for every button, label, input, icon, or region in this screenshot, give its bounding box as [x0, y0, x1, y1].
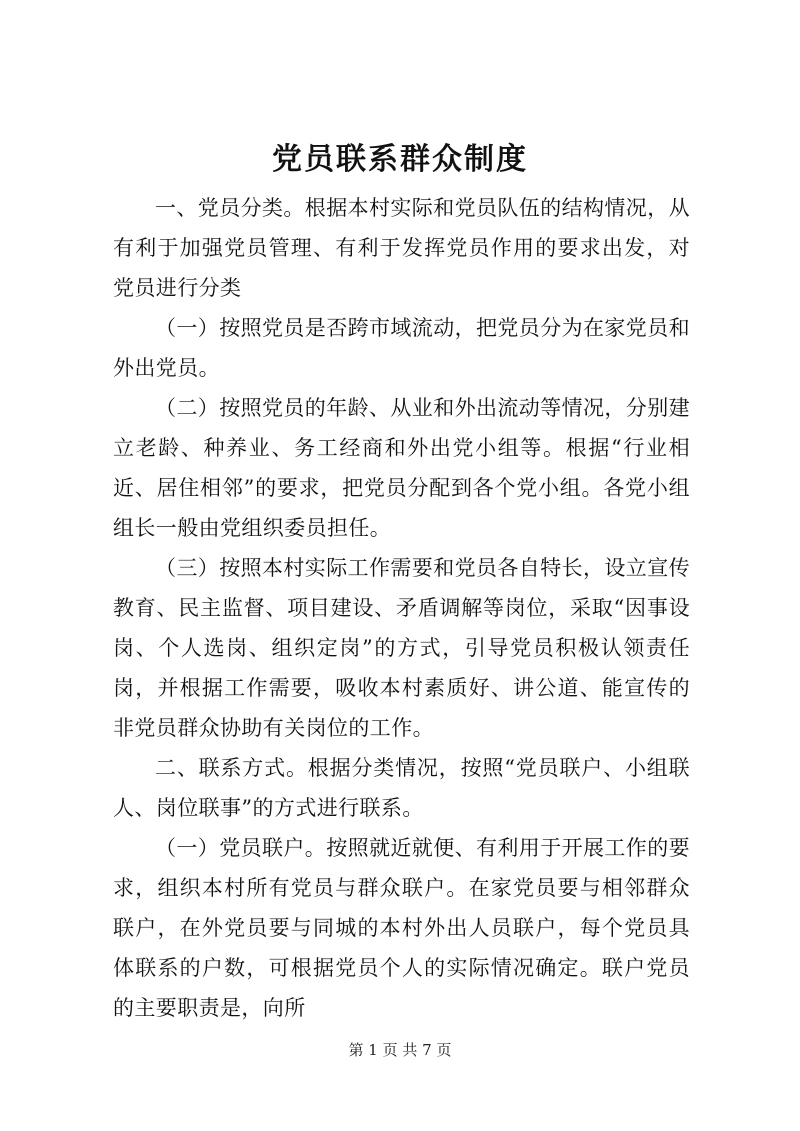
document-title: 党员联系群众制度 — [272, 142, 528, 177]
paragraph-1: 一、党员分类。根据本村实际和党员队伍的结构情况，从有利于加强党员管理、有利于发挥党员作用的要求出发，对党员进行分类 — [113, 196, 690, 300]
paragraph-2: （一）按照党员是否跨市域流动，把党员分为在家党员和外出党员。 — [113, 316, 690, 380]
paragraph-3: （二）按照党员的年龄、从业和外出流动等情况，分别建立老龄、种养业、务工经商和外出党小组等。根据“行业相近、居住相邻”的要求，把党员分配到各个党小组。各党小组组长一般由党组织委员担任。 — [113, 396, 690, 540]
page-number-footer: 第 1 页 共 7 页 — [348, 1041, 452, 1059]
paragraph-4: （三）按照本村实际工作需要和党员各自特长，设立宣传教育、民主监督、项目建设、矛盾调解等岗位，采取“因事设岗、个人选岗、组织定岗”的方式，引导党员积极认领责任岗，并根据工作需要，吸收本村素质好、讲公道、能宣传的非党员群众协助有关岗位的工作。 — [113, 556, 690, 740]
paragraph-6: （一）党员联户。按照就近就便、有利用于开展工作的要求，组织本村所有党员与群众联户。在家党员要与相邻群众联户，在外党员要与同城的本村外出人员联户，每个党员具体联系的户数，可根据党员个人的实际情况确定。联户党员的主要职责是，向所 — [113, 836, 690, 1020]
document-body — [113, 188, 690, 1028]
paragraph-5: 二、联系方式。根据分类情况，按照“党员联户、小组联人、岗位联事”的方式进行联系。 — [113, 756, 690, 820]
